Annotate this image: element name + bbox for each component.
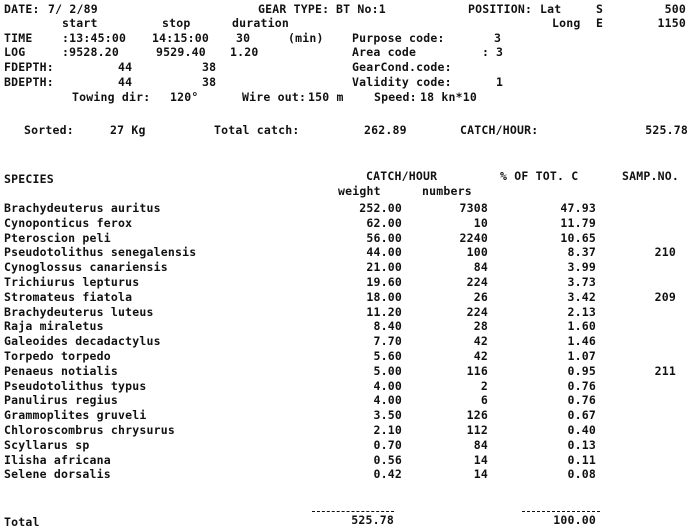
total-weight: 525.78	[351, 513, 394, 527]
species-name: Raja miraletus	[4, 319, 104, 333]
numbers-value: 84	[473, 260, 488, 274]
weight-value: 0.56	[373, 453, 402, 467]
species-name: Pseudotolithus typus	[4, 379, 147, 393]
col-catch-hour-header: CATCH/HOUR	[366, 169, 438, 183]
time-label: TIME	[4, 31, 33, 45]
towing-dir-label: Towing dir:	[72, 90, 151, 104]
pct-value: 0.13	[567, 438, 596, 452]
pct-value: 3.73	[567, 275, 596, 289]
weight-value: 252.00	[359, 201, 402, 215]
area-code-colon: :	[482, 45, 490, 59]
weight-value: 2.10	[373, 423, 402, 437]
pct-value: 1.46	[567, 334, 596, 348]
numbers-value: 6	[480, 393, 488, 407]
species-name: Cynoglossus canariensis	[4, 260, 168, 274]
col-species-header: SPECIES	[4, 172, 54, 186]
col-pct-header: % OF TOT. C	[500, 169, 579, 183]
pct-value: 8.37	[567, 245, 596, 259]
species-name: Trichiurus lepturus	[4, 275, 140, 289]
pct-value: 0.08	[567, 467, 596, 481]
samp-no-value: 209	[654, 290, 676, 304]
time-duration: 30	[236, 31, 251, 45]
species-name: Scyllarus sp	[4, 438, 90, 452]
bdepth-start: 44	[118, 75, 133, 89]
fdepth-start: 44	[118, 60, 133, 74]
weight-value: 5.00	[373, 364, 402, 378]
catch-hour-value: 525.78	[645, 123, 688, 137]
pct-value: 0.95	[567, 364, 596, 378]
fdepth-label: FDEPTH:	[4, 60, 54, 74]
bdepth-label: BDEPTH:	[4, 75, 54, 89]
col-weight-subheader: weight	[338, 184, 381, 198]
pct-value: 10.65	[560, 231, 596, 245]
time-stop: 14:15:00	[152, 31, 209, 45]
species-name: Grammoplites gruveli	[4, 408, 147, 422]
pct-value: 1.60	[567, 319, 596, 333]
weight-value: 8.40	[373, 319, 402, 333]
numbers-value: 14	[473, 467, 488, 481]
numbers-value: 10	[473, 216, 488, 230]
numbers-value: 7308	[459, 201, 488, 215]
numbers-value: 126	[466, 408, 488, 422]
time-start: :13:45:00	[62, 31, 127, 45]
catch-hour-label: CATCH/HOUR:	[460, 123, 539, 137]
species-name: Cynoponticus ferox	[4, 216, 133, 230]
total-catch-value: 262.89	[364, 123, 407, 137]
wire-out-label: Wire out:	[242, 90, 307, 104]
weight-value: 62.00	[366, 216, 402, 230]
species-name: Pseudotolithus senegalensis	[4, 245, 197, 259]
species-name: Pteroscion peli	[4, 231, 111, 245]
numbers-value: 14	[473, 453, 488, 467]
bdepth-stop: 38	[202, 75, 217, 89]
speed-label: Speed:	[374, 90, 417, 104]
species-name: Chloroscombrus chrysurus	[4, 423, 175, 437]
lat-value: 500	[664, 2, 686, 16]
weight-value: 4.00	[373, 393, 402, 407]
fdepth-stop: 38	[202, 60, 217, 74]
weight-value: 0.70	[373, 438, 402, 452]
numbers-value: 116	[466, 364, 488, 378]
area-code-label: Area code	[352, 45, 417, 59]
weight-value: 21.00	[366, 260, 402, 274]
weight-value: 0.42	[373, 467, 402, 481]
species-name: Selene dorsalis	[4, 467, 111, 481]
samp-no-value: 210	[654, 245, 676, 259]
pct-value: 1.07	[567, 349, 596, 363]
pct-value: 2.13	[567, 305, 596, 319]
weight-value: 4.00	[373, 379, 402, 393]
species-name: Brachydeuterus auritus	[4, 201, 161, 215]
long-value: 1150	[657, 16, 686, 30]
numbers-value: 26	[473, 290, 488, 304]
weight-value: 3.50	[373, 408, 402, 422]
towing-dir-value: 120°	[170, 90, 199, 104]
log-start: :9528.20	[62, 45, 119, 59]
numbers-value: 42	[473, 334, 488, 348]
col-stop-header: stop	[162, 16, 191, 30]
pct-value: 0.40	[567, 423, 596, 437]
weight-value: 44.00	[366, 245, 402, 259]
weight-value: 56.00	[366, 231, 402, 245]
wire-out-value: 150 m	[308, 90, 344, 104]
area-code-value: 3	[496, 45, 504, 59]
sorted-label: Sorted:	[24, 123, 74, 137]
gearcond-code-label: GearCond.code:	[352, 60, 452, 74]
gear-type-label: GEAR TYPE:	[258, 2, 330, 16]
numbers-value: 2	[480, 379, 488, 393]
date-label: DATE:	[4, 2, 40, 16]
weight-value: 11.20	[366, 305, 402, 319]
pct-value: 0.76	[567, 393, 596, 407]
total-catch-label: Total catch:	[214, 123, 300, 137]
species-name: Penaeus notialis	[4, 364, 118, 378]
numbers-value: 224	[466, 305, 488, 319]
pct-value: 0.11	[567, 453, 596, 467]
lat-label: Lat	[540, 2, 562, 16]
col-numbers-subheader: numbers	[422, 184, 472, 198]
col-start-header: start	[62, 16, 98, 30]
total-pct: 100.00	[553, 513, 596, 527]
total-label: Total	[4, 515, 40, 529]
sorted-value: 27 Kg	[110, 123, 146, 137]
pct-value: 47.93	[560, 201, 596, 215]
weight-total-rule	[312, 511, 394, 512]
log-duration: 1.20	[230, 45, 259, 59]
numbers-value: 2240	[459, 231, 488, 245]
numbers-value: 42	[473, 349, 488, 363]
weight-value: 5.60	[373, 349, 402, 363]
species-name: Brachydeuterus luteus	[4, 305, 154, 319]
col-duration-header: duration	[232, 16, 289, 30]
numbers-value: 112	[466, 423, 488, 437]
purpose-code-label: Purpose code:	[352, 31, 445, 45]
time-unit: (min)	[288, 31, 324, 45]
position-label: POSITION:	[468, 2, 533, 16]
species-name: Ilisha africana	[4, 453, 111, 467]
species-name: Panulirus regius	[4, 393, 118, 407]
long-label: Long	[552, 16, 581, 30]
pct-value: 3.42	[567, 290, 596, 304]
numbers-value: 28	[473, 319, 488, 333]
col-samp-header: SAMP.NO.	[622, 169, 679, 183]
samp-no-value: 211	[654, 364, 676, 378]
species-name: Torpedo torpedo	[4, 349, 111, 363]
pct-value: 0.67	[567, 408, 596, 422]
pct-value: 3.99	[567, 260, 596, 274]
numbers-value: 84	[473, 438, 488, 452]
long-dir: E	[596, 16, 604, 30]
pct-value: 0.76	[567, 379, 596, 393]
log-stop: 9529.40	[156, 45, 206, 59]
validity-code-value: 1	[496, 75, 504, 89]
lat-dir: S	[596, 2, 604, 16]
purpose-code-value: 3	[494, 31, 502, 45]
speed-value: 18 kn*10	[420, 90, 477, 104]
numbers-value: 224	[466, 275, 488, 289]
pct-value: 11.79	[560, 216, 596, 230]
date-value: 7/ 2/89	[48, 2, 98, 16]
weight-value: 19.60	[366, 275, 402, 289]
pct-total-rule	[522, 511, 600, 512]
weight-value: 18.00	[366, 290, 402, 304]
log-label: LOG	[4, 45, 26, 59]
validity-code-label: Validity code:	[352, 75, 452, 89]
numbers-value: 100	[466, 245, 488, 259]
gear-type-value: BT No:1	[336, 2, 386, 16]
species-name: Galeoides decadactylus	[4, 334, 161, 348]
species-name: Stromateus fiatola	[4, 290, 133, 304]
weight-value: 7.70	[373, 334, 402, 348]
